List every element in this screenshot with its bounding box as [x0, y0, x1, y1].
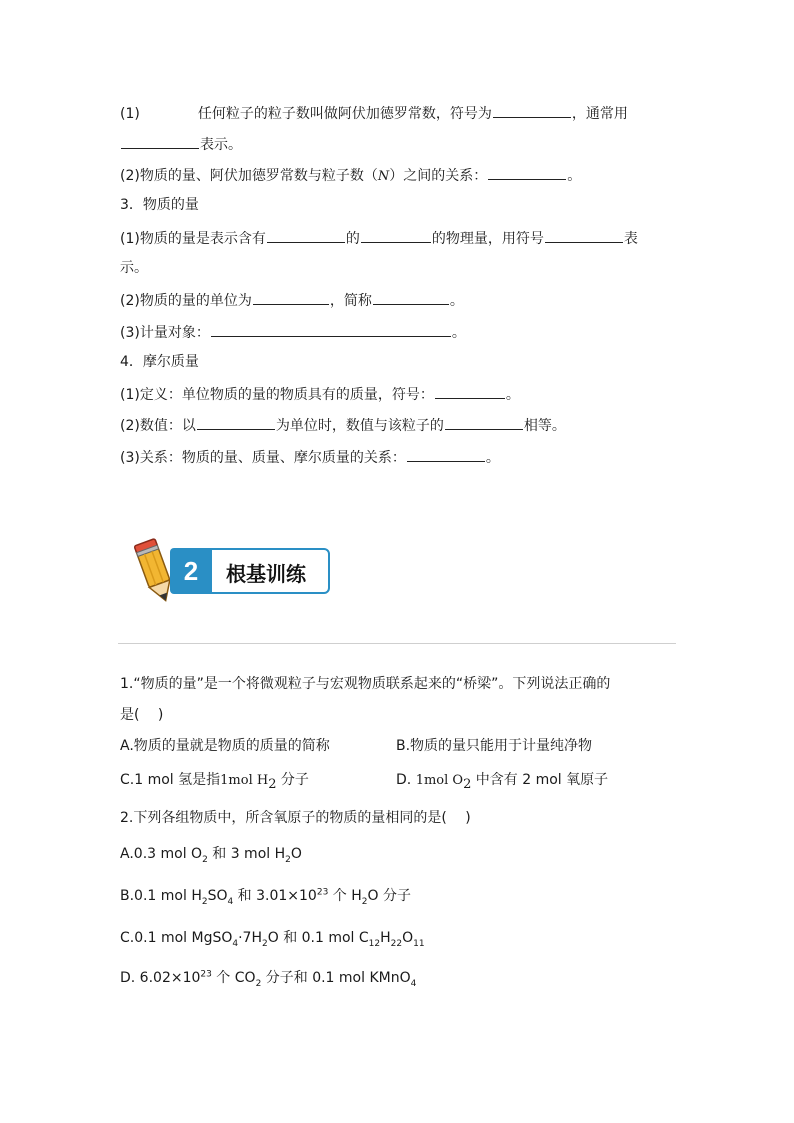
section-number: 2: [170, 548, 212, 594]
blank-field[interactable]: [493, 102, 571, 118]
item-molar-mass-relation: (3)关系：物质的量、质量、摩尔质量的关系： 。: [120, 446, 500, 468]
blank-field[interactable]: [253, 289, 329, 305]
blank-field[interactable]: [211, 321, 451, 337]
question-1-stem-cont: 是( ): [120, 707, 164, 723]
option-2d[interactable]: D. $6.02\times 10^{23}$ 个 $CO_2$ 分子和 0.1 mol KMnO$_4$: [120, 969, 417, 989]
question-1-stem: 1.“物质的量”是一个将微观粒子与宏观物质联系起来的“桥梁”。下列说法正确的: [120, 676, 611, 692]
blank-field[interactable]: [121, 133, 199, 149]
option-2a[interactable]: A.0.3 mol $O_2$ 和 3 mol $H_2O$: [120, 846, 302, 865]
question-2-stem: 2.下列各组物质中，所含氧原子的物质的量相同的是( ): [120, 810, 471, 826]
blank-field[interactable]: [488, 164, 566, 180]
option-1b[interactable]: B.物质的量只能用于计量纯净物: [396, 738, 593, 754]
blank-field[interactable]: [267, 227, 345, 243]
item-measured-object: (3)计量对象： 。: [120, 321, 466, 343]
item-amount-unit: (2)物质的量的单位为 ，简称 。: [120, 289, 464, 311]
blank-field[interactable]: [361, 227, 431, 243]
item-relation: (2)物质的量、阿伏加德罗常数与粒子数（N）之间的关系： 。: [120, 164, 581, 187]
item-number: (1): [120, 106, 140, 122]
option-1c[interactable]: C.1 mol 氢是指1mol $H_2$ 分子: [120, 772, 309, 792]
section-header: [130, 536, 330, 600]
divider: [118, 643, 676, 644]
blank-field[interactable]: [407, 446, 485, 462]
blank-field[interactable]: [435, 383, 505, 399]
blank-field[interactable]: [197, 414, 275, 430]
blank-field[interactable]: [445, 414, 523, 430]
item-amount-definition: (1)物质的量是表示含有 的 的物理量，用符号 表: [120, 227, 638, 249]
option-2b[interactable]: B.0.1 mol $H_2SO_4$ 和 $3.01\times 10^{23}$ 个 $H_2O$ 分子: [120, 887, 411, 907]
heading-molar-mass: 4．摩尔质量: [120, 354, 199, 370]
item-molar-mass-value: (2)数值：以 为单位时，数值与该粒子的 相等。: [120, 414, 566, 436]
item-avogadro-definition: (1) 任何粒子的粒子数叫做阿伏加德罗常数，符号为 ，通常用: [120, 102, 628, 124]
section-title: 根基训练: [226, 562, 306, 586]
blank-field[interactable]: [545, 227, 623, 243]
option-2c[interactable]: C.0.1 mol $MgSO_4\cdot 7H_2O$ 和 0.1 mol $C_{12}H_{22}O_{11}$: [120, 930, 425, 949]
option-1a[interactable]: A.物质的量就是物质的质量的简称: [120, 738, 330, 754]
item-amount-definition-cont: 示。: [120, 260, 148, 276]
blank-field[interactable]: [373, 289, 449, 305]
item-molar-mass-definition: (1)定义：单位物质的量的物质具有的质量，符号： 。: [120, 383, 520, 405]
option-1d[interactable]: D. 1mol $O_2$ 中含有 2 mol 氧原子: [396, 772, 609, 792]
heading-amount-of-substance: 3．物质的量: [120, 197, 199, 213]
item-avogadro-notation: 表示。: [120, 133, 242, 155]
